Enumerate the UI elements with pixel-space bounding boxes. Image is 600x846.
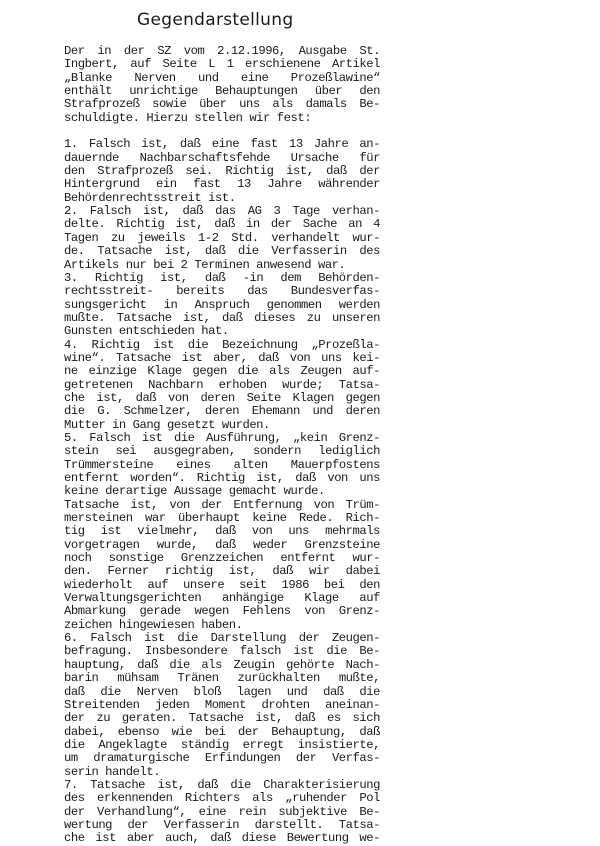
- point-line: delte. Richtig ist, daß in der Sache an 4: [64, 217, 380, 232]
- point-line: Verwaltungsgerichten anhängige Klage auf: [64, 591, 380, 606]
- point-line: keine derartige Aussage gemacht wurde.: [64, 484, 325, 499]
- intro-paragraph: [64, 45, 380, 125]
- point-line: vorgetragen wurde, daß weder Grenzsteine: [64, 537, 380, 552]
- article-text: [64, 45, 380, 846]
- point-line: 2. Falsch ist, daß das AG 3 Tage verhan-: [64, 204, 380, 219]
- intro-line: enthält unrichtige Behauptungen über den: [64, 84, 380, 99]
- point-line: zeichen hingewiesen haben.: [64, 617, 243, 632]
- point-line: Behördenrechtsstreit ist.: [64, 190, 236, 205]
- point-line: Artikels nur bei 2 Terminen anwesend war.: [64, 257, 346, 272]
- point-line: der zu geraten. Tatsache ist, daß es sich: [64, 711, 380, 726]
- point-line: die G. Schmelzer, deren Ehemann und deren: [64, 404, 380, 419]
- point-line: mußte. Tatsache ist, daß dieses zu unseren: [64, 310, 380, 325]
- intro-line: Der in der SZ vom 2.12.1996, Ausgabe St.: [64, 44, 380, 58]
- paragraph-gap: [64, 125, 380, 138]
- points-list: [64, 138, 380, 845]
- point-line: Tagen zu jeweils 1-2 Std. verhandelt wur-: [64, 230, 380, 245]
- point-line: wertung der Verfasserin darstellt. Tatsa-: [64, 817, 380, 832]
- point-line: de. Tatsache ist, daß die Verfasserin des: [64, 244, 380, 259]
- point-line: 7. Tatsache ist, daß die Charakterisierung: [64, 777, 380, 792]
- point-line: des erkennenden Richters als „ruhender Pol: [64, 791, 380, 806]
- page-title: Gegendarstellung: [137, 10, 294, 30]
- point-line: che ist aber auch, daß diese Bewertung we-: [64, 831, 380, 846]
- point-line: ne einzige Klage gegen die als Zeugen auf-: [64, 364, 380, 379]
- point-line: 3. Richtig ist, daß -in dem Behörden-: [64, 270, 380, 285]
- point-line: den. Ferner richtig ist, daß wir dabei: [64, 564, 380, 579]
- point-line: dauernde Nachbarschaftsfehde Ursache für: [64, 150, 380, 165]
- point-line: Mutter in Gang gesetzt wurden.: [64, 417, 270, 432]
- point-line: noch sonstige Grenzzeichen entfernt wur-: [64, 551, 380, 566]
- point-line: 6. Falsch ist die Darstellung der Zeugen-: [64, 631, 380, 646]
- intro-line: „Blanke Nerven und eine Prozeßlawine“: [64, 70, 380, 85]
- point-line: die Angeklagte ständig erregt insistierte,: [64, 737, 380, 752]
- point-line: wine“. Tatsache ist aber, daß von uns kei-: [64, 350, 380, 365]
- point-line: dabei, ebenso wie bei der Behauptung, daß: [64, 724, 380, 739]
- point-line: rechtsstreit- bereits das Bundesverfas-: [64, 284, 380, 299]
- point-line: den Strafprozeß sei. Richtig ist, daß der: [64, 164, 380, 179]
- point-line: 4. Richtig ist die Bezeichnung „Prozeßla-: [64, 337, 380, 352]
- point-line: 1. Falsch ist, daß eine fast 13 Jahre an-: [64, 137, 380, 152]
- point-line: daß die Nerven bloß lagen und daß die: [64, 684, 380, 699]
- point-line: wiederholt auf unsere seit 1986 bei den: [64, 577, 380, 592]
- point-line: stein sei ausgegraben, sondern lediglich: [64, 444, 380, 459]
- intro-line: Strafprozeß sowie über uns als damals Be-: [64, 97, 380, 112]
- point-line: getretenen Nachbarn erhoben wurde; Tatsa-: [64, 377, 380, 392]
- point-line: sungsgericht in Anspruch genommen werden: [64, 297, 380, 312]
- intro-line: Ingbert, auf Seite L 1 erschienene Artikel: [64, 57, 380, 72]
- point-line: Hintergrund ein fast 13 Jahre währender: [64, 177, 380, 192]
- point-line: Trümmersteine eines alten Mauerpfostens: [64, 457, 380, 472]
- point-line: um dramaturgische Erfindungen der Verfas-: [64, 751, 380, 766]
- point-line: 5. Falsch ist die Ausführung, „kein Grenz-: [64, 430, 380, 445]
- point-line: Tatsache ist, von der Entfernung von Trüm-: [64, 497, 380, 512]
- point-line: che ist, daß von deren Seite Klagen gegen: [64, 390, 380, 405]
- point-line: mersteinen war überhaupt keine Rede. Rich-: [64, 511, 380, 526]
- point-line: entfernt worden“. Richtig ist, daß von uns: [64, 471, 380, 485]
- intro-line: schuldigte. Hierzu stellen wir fest:: [64, 110, 312, 125]
- point-line: tig ist vielmehr, daß von uns mehrmals: [64, 524, 380, 539]
- point-line: serin handelt.: [64, 764, 161, 779]
- point-line: barin mühsam Tränen zurückhalten mußte,: [64, 671, 380, 686]
- point-line: der Verhandlung“, eine rein subjektive Be-: [64, 804, 380, 819]
- point-line: Streitenden jeden Moment drohten aneinan-: [64, 697, 380, 712]
- point-line: hauptung, daß die als Zeugin gehörte Nach-: [64, 657, 380, 672]
- point-line: Abmarkung gerade wegen Fehlens von Grenz-: [64, 604, 380, 619]
- point-line: befragung. Insbesondere falsch ist die Be-: [64, 644, 380, 659]
- point-line: Gunsten entschieden hat.: [64, 324, 229, 339]
